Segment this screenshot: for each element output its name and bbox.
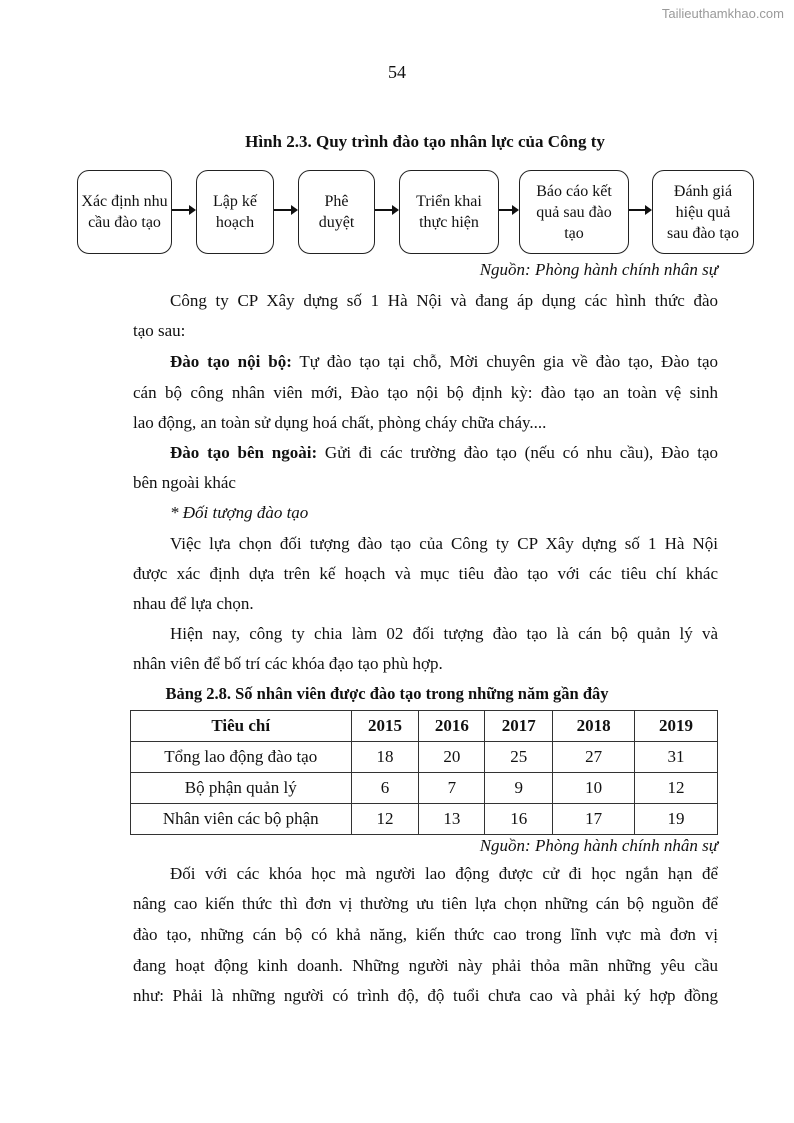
column-header: 2018: [553, 711, 635, 742]
flow-step: Triển khai thực hiện: [399, 170, 499, 254]
table-cell: 20: [419, 742, 485, 773]
table-row: [131, 773, 718, 804]
flow-step: Lập kế hoạch: [196, 170, 274, 254]
column-header: 2019: [635, 711, 718, 742]
arrow-icon: [499, 209, 517, 211]
table-cell: 12: [351, 804, 419, 835]
paragraph-line: được xác định dựa trên kế hoạch và mục tiêu đào tạo với các tiêu chí khác: [133, 564, 718, 583]
table-cell: 27: [553, 742, 635, 773]
arrow-icon: [274, 209, 296, 211]
arrow-icon: [172, 209, 194, 211]
arrow-icon: [629, 209, 650, 211]
table-cell: 19: [635, 804, 718, 835]
table-header-row: [131, 711, 718, 742]
paragraph-line: nâng cao kiến thức thì đơn vị thường ưu tiên lựa chọn những cán bộ nguồn để: [133, 894, 718, 913]
table-cell: 12: [635, 773, 718, 804]
bold-term: Đào tạo nội bộ:: [170, 352, 292, 371]
table-cell: 7: [419, 773, 485, 804]
table-cell: 31: [635, 742, 718, 773]
table-row: [131, 804, 718, 835]
flow-step: Báo cáo kết quả sau đào tạo: [519, 170, 629, 254]
table-cell: Nhân viên các bộ phận: [131, 804, 352, 835]
column-header: 2015: [351, 711, 419, 742]
paragraph-line: đang hoạt động kinh doanh. Những người này phải thỏa mãn những yêu cầu: [133, 956, 718, 975]
table-cell: Bộ phận quản lý: [131, 773, 352, 804]
watermark: Tailieuthamkhao.com: [661, 6, 784, 21]
paragraph-line: [170, 443, 718, 463]
table-cell: 25: [485, 742, 553, 773]
paragraph-line: tạo sau:: [133, 321, 186, 340]
paragraph-line: bên ngoài khác: [133, 473, 236, 492]
flow-step: Đánh giá hiệu quả sau đào tạo: [652, 170, 754, 254]
column-header: Tiêu chí: [131, 711, 352, 742]
paragraph-line: [170, 352, 718, 372]
paragraph-line: nhau để lựa chọn.: [133, 594, 254, 613]
section-heading: * Đối tượng đào tạo: [170, 503, 309, 522]
flow-step: Xác định nhu cầu đào tạo: [77, 170, 172, 254]
paragraph-line: cán bộ công nhân viên mới, Đào tạo nội bộ định kỳ: đào tạo an toàn vệ sinh: [133, 383, 718, 402]
table-cell: 10: [553, 773, 635, 804]
table-source: Nguồn: Phòng hành chính nhân sự: [479, 836, 718, 855]
column-header: 2017: [485, 711, 553, 742]
paragraph-line: nhân viên để bố trí các khóa đạo tạo phù hợp.: [133, 654, 443, 673]
figure-caption: Hình 2.3. Quy trình đào tạo nhân lực của Công ty: [245, 132, 605, 151]
paragraph-line: Đối với các khóa học mà người lao động được cử đi học ngắn hạn để: [170, 864, 718, 883]
table-cell: 9: [485, 773, 553, 804]
table-caption: Bảng 2.8. Số nhân viên được đào tạo trong những năm gần đây: [165, 684, 609, 703]
table-cell: 6: [351, 773, 419, 804]
flow-step: Phê duyệt: [298, 170, 375, 254]
page-number: 54: [388, 62, 406, 82]
paragraph-line: Hiện nay, công ty chia làm 02 đối tượng đào tạo là cán bộ quản lý và: [170, 624, 718, 643]
table-cell: 16: [485, 804, 553, 835]
paragraph-line: đào tạo, những cán bộ có khả năng, kiến thức cao trong lĩnh vực mà đơn vị: [133, 925, 718, 944]
table-cell: 17: [553, 804, 635, 835]
training-table: [130, 710, 718, 835]
bold-term: Đào tạo bên ngoài:: [170, 443, 318, 462]
paragraph-line: Công ty CP Xây dựng số 1 Hà Nội và đang áp dụng các hình thức đào: [170, 291, 718, 310]
text: Tự đào tạo tại chỗ, Mời chuyên gia về đào tạo, Đào tạo: [291, 352, 719, 371]
paragraph-line: Việc lựa chọn đối tượng đào tạo của Công ty CP Xây dựng số 1 Hà Nội: [170, 534, 718, 553]
table-cell: 13: [419, 804, 485, 835]
figure-source: Nguồn: Phòng hành chính nhân sự: [479, 260, 718, 279]
table-row: [131, 742, 718, 773]
column-header: 2016: [419, 711, 485, 742]
table-cell: 18: [351, 742, 419, 773]
paragraph-line: lao động, an toàn sử dụng hoá chất, phòng cháy chữa cháy....: [133, 413, 547, 432]
arrow-icon: [375, 209, 397, 211]
paragraph-line: như: Phải là những người có trình độ, độ tuổi chưa cao và phải ký hợp đồng: [133, 986, 718, 1005]
text: Gửi đi các trường đào tạo (nếu có nhu cầu), Đào tạo: [317, 443, 718, 462]
table-cell: Tổng lao động đào tạo: [131, 742, 352, 773]
